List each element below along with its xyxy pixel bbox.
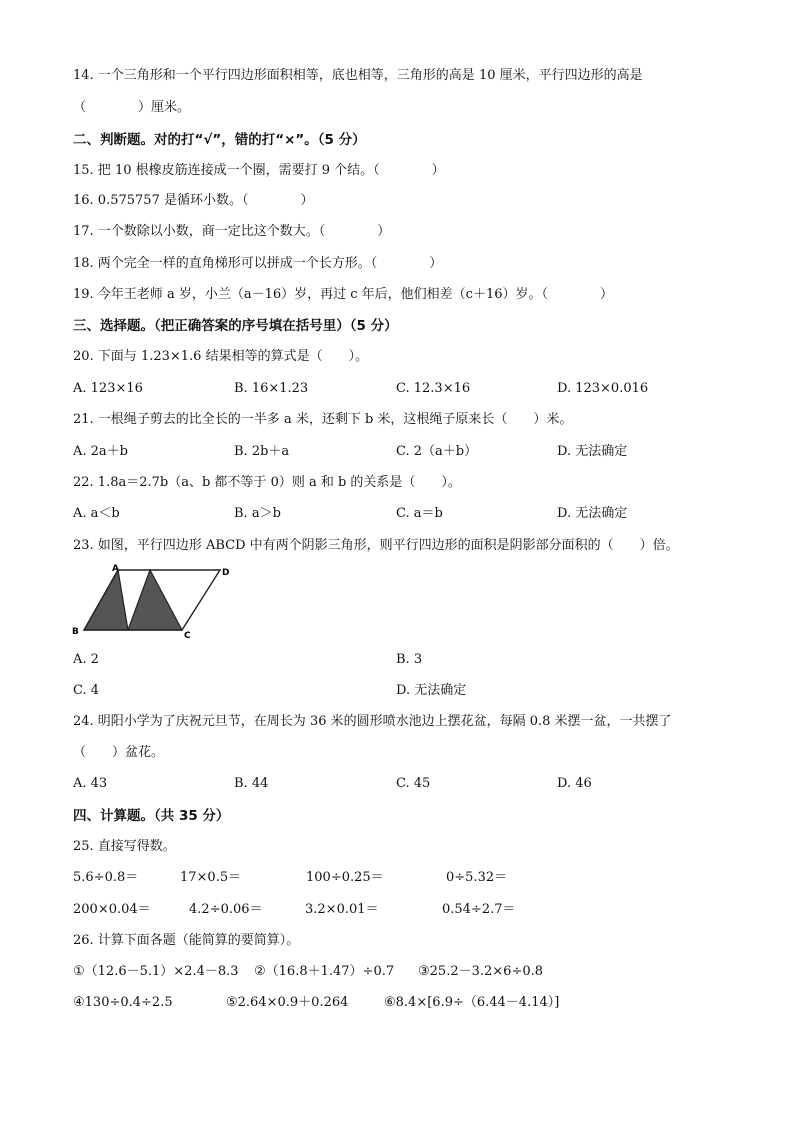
q14-line2: （ ）厘米。 <box>73 100 191 115</box>
q18: 18. 两个完全一样的直角梯形可以拼成一个长方形。（ ） <box>73 256 443 271</box>
q25-stem: 25. 直接写得数。 <box>73 839 176 854</box>
q25-item-8: 0.54÷2.7＝ <box>442 902 516 917</box>
q23-option-a: A. 2 <box>73 652 99 667</box>
shaded-triangle-right <box>128 570 182 630</box>
label-a: A <box>112 564 119 574</box>
q20-stem: 20. 下面与 1.23×1.6 结果相等的算式是（ ）。 <box>73 349 369 364</box>
q15: 15. 把 10 根橡皮筋连接成一个圈，需要打 9 个结。（ ） <box>73 163 445 178</box>
q21-option-d: D. 无法确定 <box>557 444 628 459</box>
q24-option-c: C. 45 <box>396 776 431 791</box>
q24-option-d: D. 46 <box>557 776 592 791</box>
q14-line1: 14. 一个三角形和一个平行四边形面积相等，底也相等，三角形的高是 10 厘米，平行四边形的高是 <box>73 68 643 83</box>
q26-item-3: ③25.2－3.2×6÷0.8 <box>418 964 544 979</box>
section2-title: 二、判断题。对的打“√”，错的打“×”。（5 分） <box>73 132 366 148</box>
q20-option-b: B. 16×1.23 <box>234 381 309 396</box>
parallelogram-figure <box>70 562 240 646</box>
section4-title: 四、计算题。（共 35 分） <box>73 808 230 824</box>
label-c: C <box>184 631 191 641</box>
q25-item-1: 5.6÷0.8＝ <box>73 870 139 885</box>
q21-stem: 21. 一根绳子剪去的比全长的一半多 a 米，还剩下 b 米，这根绳子原来长（ ）米。 <box>73 412 573 427</box>
q25-item-7: 3.2×0.01＝ <box>305 902 379 917</box>
q25-item-2: 17×0.5＝ <box>180 870 242 885</box>
q26-stem: 26. 计算下面各题（能简算的要简算）。 <box>73 933 300 948</box>
label-b: B <box>72 627 79 637</box>
q21-option-b: B. 2b＋a <box>234 444 290 459</box>
q24-option-a: A. 43 <box>73 776 108 791</box>
label-d: D <box>222 568 230 578</box>
q26-item-6: ⑥8.4×[6.9÷（6.44－4.14）] <box>384 995 560 1010</box>
q22-option-d: D. 无法确定 <box>557 506 628 521</box>
q19: 19. 今年王老师 a 岁，小兰（a－16）岁，再过 c 年后，他们相差（c＋16）岁。（ ） <box>73 287 613 302</box>
q22-stem: 22. 1.8a＝2.7b（a、b 都不等于 0）则 a 和 b 的关系是（ ）。 <box>73 475 461 490</box>
q25-item-4: 0÷5.32＝ <box>446 870 508 885</box>
q24-option-b: B. 44 <box>234 776 269 791</box>
q23-option-b: B. 3 <box>396 652 423 667</box>
q26-item-1: ①（12.6－5.1）×2.4－8.3 <box>73 964 239 979</box>
q22-option-a: A. a＜b <box>73 506 120 521</box>
q17: 17. 一个数除以小数，商一定比这个数大。（ ） <box>73 224 391 239</box>
q23-stem: 23. 如图，平行四边形 ABCD 中有两个阴影三角形，则平行四边形的面积是阴影部分面积的（ ）倍。 <box>73 538 679 553</box>
q24-line1: 24. 明阳小学为了庆祝元旦节，在周长为 36 米的圆形喷水池边上摆花盆，每隔 0.8 米摆一盆，一共摆了 <box>73 714 672 729</box>
shaded-triangle-left <box>84 570 128 630</box>
q26-item-2: ②（16.8＋1.47）÷0.7 <box>254 964 395 979</box>
q25-item-6: 4.2÷0.06＝ <box>189 902 263 917</box>
q25-item-3: 100÷0.25＝ <box>306 870 384 885</box>
q22-option-c: C. a＝b <box>396 506 443 521</box>
q16: 16. 0.575757 是循环小数。（ ） <box>73 193 314 208</box>
q22-option-b: B. a＞b <box>234 506 281 521</box>
q21-option-a: A. 2a＋b <box>73 444 128 459</box>
q20-option-c: C. 12.3×16 <box>396 381 471 396</box>
q20-option-a: A. 123×16 <box>73 381 143 396</box>
q26-item-5: ⑤2.64×0.9＋0.264 <box>226 995 349 1010</box>
q21-option-c: C. 2（a＋b） <box>396 444 478 459</box>
section3-title: 三、选择题。（把正确答案的序号填在括号里）（5 分） <box>73 318 398 334</box>
q25-item-5: 200×0.04＝ <box>73 902 151 917</box>
q20-option-d: D. 123×0.016 <box>557 381 649 396</box>
q23-option-d: D. 无法确定 <box>396 683 467 698</box>
q23-option-c: C. 4 <box>73 683 100 698</box>
q24-line2: （ ）盆花。 <box>73 745 165 760</box>
q26-item-4: ④130÷0.4÷2.5 <box>73 995 173 1010</box>
